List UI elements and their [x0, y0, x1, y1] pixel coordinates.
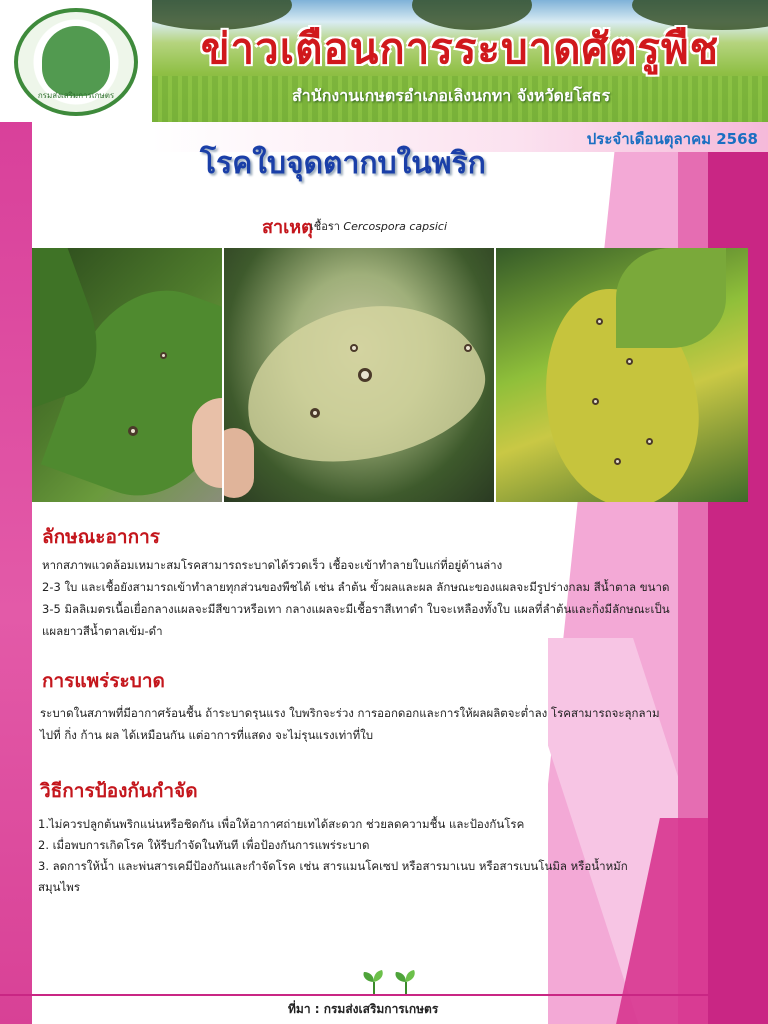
issue-month: ประจำเดือนตุลาคม 2568 [586, 130, 758, 148]
leaf-photo-1 [32, 248, 222, 502]
control-list [38, 814, 698, 898]
cause-text: เชื้อรา Cercospora capsici [310, 220, 448, 233]
department-seal-icon [14, 8, 138, 116]
footer-divider [0, 994, 768, 996]
list-item: 3. ลดการให้น้ำ และพ่นสารเคมีป้องกันและกำจัดโรค เช่น สารแมนโคเซป หรือสารมาเนบ หรือสารเบนโนมิล หรือน้ำหมัก [38, 859, 628, 873]
symptoms-text: หากสภาพแวดล้อมเหมาะสมโรคสามารถระบาดได้รวดเร็ว เชื้อจะเข้าทำลายใบแก่ที่อยู่ด้านล่าง 2-3 ใบ และเชื้อยังสามารถเข้าทำลายทุกส่วนของพืชได้ เช่น ลำต้น ขั้วผลและผล ลักษณะของแผลจะมีรูปร่างกลม สีน้ำตาล ขนาด 3-5 มิลลิเมตรเนื้อเยื่อกลางแผลจะมีสีขาวหรือเทา กลางแผลจะมีเชื้อราสีเทาดำ ใบจะเหลืองทั้งใบ แผลที่ลำต้นและกิ่งมีลักษณะเป็น แผลยาวสีน้ำตาลเข้ม-ดำ [42, 558, 670, 638]
leaf-photo-2 [224, 248, 494, 502]
source-credit: ที่มา : กรมส่งเสริมการเกษตร [288, 1002, 439, 1016]
sprout-icon [360, 968, 424, 994]
list-item: สมุนไพร [38, 880, 81, 894]
cause-label: สาเหตุ [262, 217, 313, 238]
list-item: 2. เมื่อพบการเกิดโรค ให้รีบกำจัดในทันที เพื่อป้องกันการแพร่ระบาด [38, 838, 370, 852]
logo-area [0, 0, 152, 122]
disease-title: โรคใบจุดตากบในพริก [200, 146, 486, 181]
spread-heading: การแพร่ระบาด [42, 670, 165, 692]
header-banner [152, 0, 768, 122]
list-item: 1.ไม่ควรปลูกต้นพริกแน่นหรือชิดกัน เพื่อให้อากาศถ่ายเทได้สะดวก ช่วยลดความชื้น และป้องกันโรค [38, 817, 525, 831]
scientific-name: Cercospora capsici [343, 220, 448, 233]
page-title: ข่าวเตือนการระบาดศัตรูพืช [200, 24, 720, 73]
header [0, 0, 768, 122]
logo-text: กรมส่งเสริมการเกษตร [37, 91, 115, 100]
cause-section [262, 212, 448, 241]
spread-text: ระบาดในสภาพที่มีอากาศร้อนชื้น ถ้าระบาดรุนแรง ใบพริกจะร่วง การออกดอกและการให้ผลผลิตจะต่ำลง โรคสามารถจะลุกลาม ไปที่ กิ่ง ก้าน ผล ได้เหมือนกัน แต่อาการที่แสดง จะไม่รุนแรงเท่าที่ใบ [40, 706, 660, 742]
left-pink-band [0, 0, 32, 1024]
leaf-photo-3 [496, 248, 748, 502]
symptoms-heading: ลักษณะอาการ [42, 526, 160, 548]
office-subtitle: สำนักงานเกษตรอำเภอเลิงนกทา จังหวัดยโสธร [292, 86, 611, 105]
control-heading: วิธีการป้องกันกำจัด [40, 780, 198, 802]
